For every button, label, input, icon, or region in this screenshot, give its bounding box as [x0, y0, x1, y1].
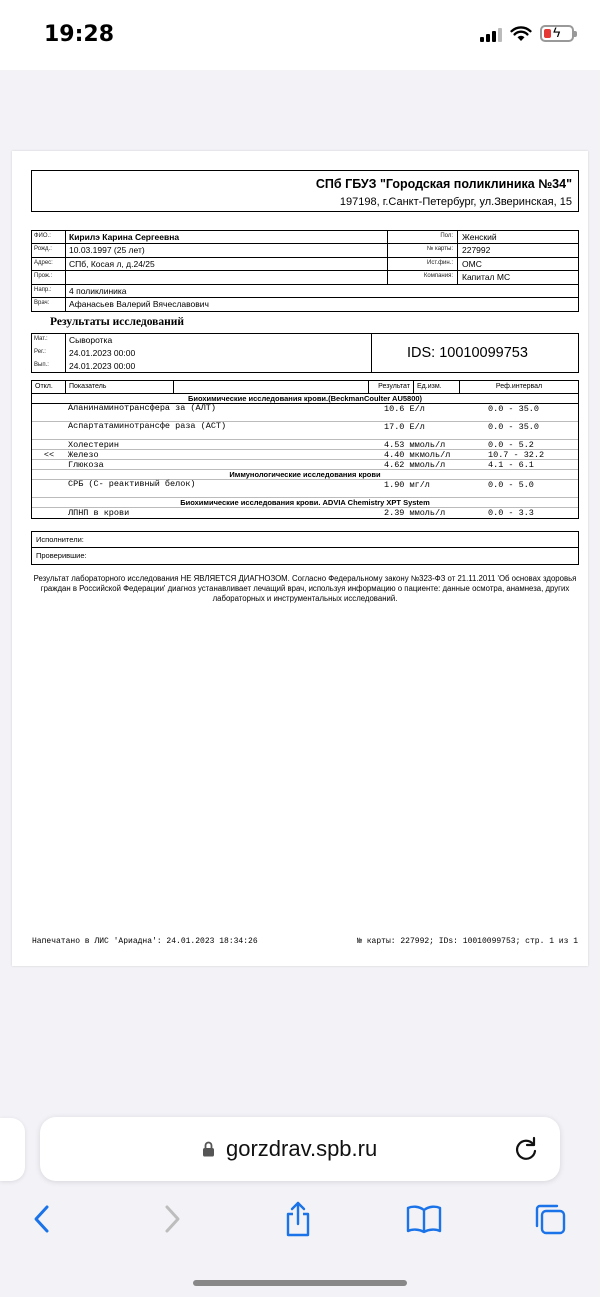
tabs-icon — [533, 1202, 567, 1236]
label-card: № карты: — [387, 244, 457, 256]
row-ref: 4.1 - 6.1 — [488, 460, 534, 470]
col-unit: Ед.изм. — [414, 381, 460, 393]
patient-residence — [66, 271, 387, 283]
signatures-box — [31, 531, 579, 565]
group-title: Биохимические исследования крови.(BeckmanCoulter AU5800) — [32, 394, 578, 404]
row-flag — [32, 422, 66, 439]
label-birth: Рожд.: — [32, 244, 66, 256]
table-row — [32, 508, 578, 518]
row-name: ЛПНП в крови — [68, 508, 130, 518]
row-ref: 0.0 - 35.0 — [488, 422, 540, 432]
share-icon — [283, 1201, 313, 1237]
cellular-signal-icon — [480, 26, 502, 42]
label-referral: Напр.: — [32, 285, 66, 297]
row-name: Глюкоза — [68, 460, 104, 470]
previous-tab-preview[interactable] — [0, 1118, 25, 1181]
battery-icon: ϟ — [540, 25, 574, 42]
specimen-info — [31, 333, 579, 373]
table-row — [32, 460, 578, 470]
table-row — [32, 450, 578, 460]
table-header — [32, 381, 578, 394]
table-row — [32, 404, 578, 422]
address-bar[interactable] — [40, 1117, 560, 1181]
col-name: Показатель — [66, 381, 174, 393]
share-button[interactable] — [278, 1199, 318, 1239]
back-button[interactable] — [22, 1199, 62, 1239]
row-flag — [32, 404, 66, 421]
label-registered: Рег.: — [32, 347, 66, 360]
row-name: Холестерин — [68, 440, 120, 450]
book-icon — [406, 1204, 442, 1234]
row-value: 17.0 Е/л — [384, 422, 425, 432]
row-flag — [32, 480, 66, 497]
footer-printed: Напечатано в ЛИС 'Ариадна': 24.01.2023 18:34:26 — [32, 937, 258, 946]
patient-sex: Женский — [457, 231, 578, 243]
ids-number: IDS: 10010099753 — [407, 345, 528, 361]
row-name: Аланинаминотрансфера за (АЛТ) — [68, 403, 216, 413]
row-name: Аспартатаминотрансфе раза (АСТ) — [68, 421, 227, 431]
row-name: Железо — [68, 450, 99, 460]
row-value: 4.40 мкмоль/л — [384, 450, 451, 460]
clinic-address: 197198, г.Санкт-Петербург, ул.Зверинская, 15 — [339, 196, 572, 208]
patient-referral: 4 поликлиника — [69, 285, 127, 296]
clock: 19:28 — [44, 22, 115, 47]
specimen-material: Сыворотка — [69, 335, 113, 345]
row-name: СРБ (С- реактивный белок) — [68, 479, 196, 489]
tabs-button[interactable] — [530, 1199, 570, 1239]
row-ref: 0.0 - 5.2 — [488, 440, 534, 450]
patient-doctor: Афанасьев Валерий Вячеславович — [69, 298, 209, 309]
label-company: Компания: — [387, 271, 457, 283]
chevron-right-icon — [162, 1204, 182, 1234]
forward-button[interactable] — [152, 1199, 192, 1239]
row-flag — [32, 440, 66, 449]
results-table — [31, 380, 579, 519]
label-residence: Прож.: — [32, 271, 66, 283]
row-value: 2.39 ммоль/л — [384, 508, 446, 518]
row-ref: 10.7 - 32.2 — [488, 450, 545, 460]
wifi-icon — [510, 26, 532, 42]
label-material: Мат.: — [32, 334, 66, 347]
col-flag: Откл. — [32, 381, 66, 393]
row-ref: 0.0 - 35.0 — [488, 404, 540, 414]
label-doctor: Врач: — [32, 298, 66, 311]
section-title: Результаты исследований — [50, 316, 185, 328]
status-bar — [0, 0, 600, 70]
col-ref: Реф.интервал — [495, 383, 543, 390]
patient-address: СПб, Косая л, д.24/25 — [69, 258, 155, 269]
footer-page-info: № карты: 227992; IDs: 10010099753; стр. 1 из 1 — [357, 937, 578, 946]
patient-company: Капитал МС — [457, 271, 578, 283]
table-row — [32, 422, 578, 440]
specimen-completed: 24.01.2023 00:00 — [69, 361, 136, 371]
clinic-name: СПб ГБУЗ "Городская поликлиника №34" — [315, 177, 572, 191]
bookmarks-button[interactable] — [404, 1199, 444, 1239]
patient-card: 227992 — [457, 244, 578, 256]
group-title: Иммунологические исследования крови — [32, 470, 578, 480]
row-value: 10.6 Е/л — [384, 404, 425, 414]
lock-icon — [202, 1141, 215, 1157]
row-ref: 0.0 - 5.0 — [488, 480, 534, 490]
table-row — [32, 440, 578, 450]
executors-label: Исполнители: — [32, 532, 578, 548]
specimen-registered: 24.01.2023 00:00 — [69, 348, 136, 358]
patient-name: Кирилэ Карина Сергеевна — [69, 232, 180, 242]
row-ref: 0.0 - 3.3 — [488, 508, 534, 518]
patient-birth: 10.03.1997 (25 лет) — [69, 245, 145, 256]
table-row — [32, 480, 578, 498]
browser-bottom-bar — [0, 1103, 600, 1297]
label-address: Адрес: — [32, 258, 66, 270]
home-indicator[interactable] — [193, 1280, 407, 1286]
row-value: 4.53 ммоль/л — [384, 440, 446, 450]
row-flag: << — [43, 450, 55, 460]
label-fio: ФИО.: — [32, 231, 66, 243]
checkers-label: Проверившие: — [36, 551, 87, 560]
url-text[interactable]: gorzdrav.spb.ru — [226, 1136, 378, 1161]
clinic-header — [31, 170, 579, 212]
col-result: Результат — [369, 381, 414, 393]
reload-icon[interactable] — [512, 1135, 540, 1163]
disclaimer: Результат лабораторного исследования НЕ ЯВЛЯЕТСЯ ДИАГНОЗОМ. Согласно Федеральному закону №323-ФЗ от 21.11.2011 'Об основах здоровья граждан в Российской Федерации' диагноз устанавливает лечащий врач, используя информацию о пациенте: данные осмотра, анамнеза, других лабораторных и инструментальных исследований. — [33, 574, 577, 603]
row-flag — [32, 508, 66, 518]
row-value: 1.90 мг/л — [384, 480, 430, 490]
row-flag — [32, 460, 66, 469]
patient-info — [31, 230, 579, 312]
document-page — [12, 151, 588, 966]
chevron-left-icon — [32, 1204, 52, 1234]
label-completed: Вып.: — [32, 360, 66, 373]
browser-toolbar — [0, 1191, 600, 1251]
label-sex: Пол: — [387, 231, 457, 243]
patient-finance: ОМС — [457, 258, 578, 270]
row-value: 4.62 ммоль/л — [384, 460, 446, 470]
group-title: Биохимические исследования крови. ADVIA Chemistry XPT System — [32, 498, 578, 508]
label-finance: Ист.фин.: — [387, 258, 457, 270]
